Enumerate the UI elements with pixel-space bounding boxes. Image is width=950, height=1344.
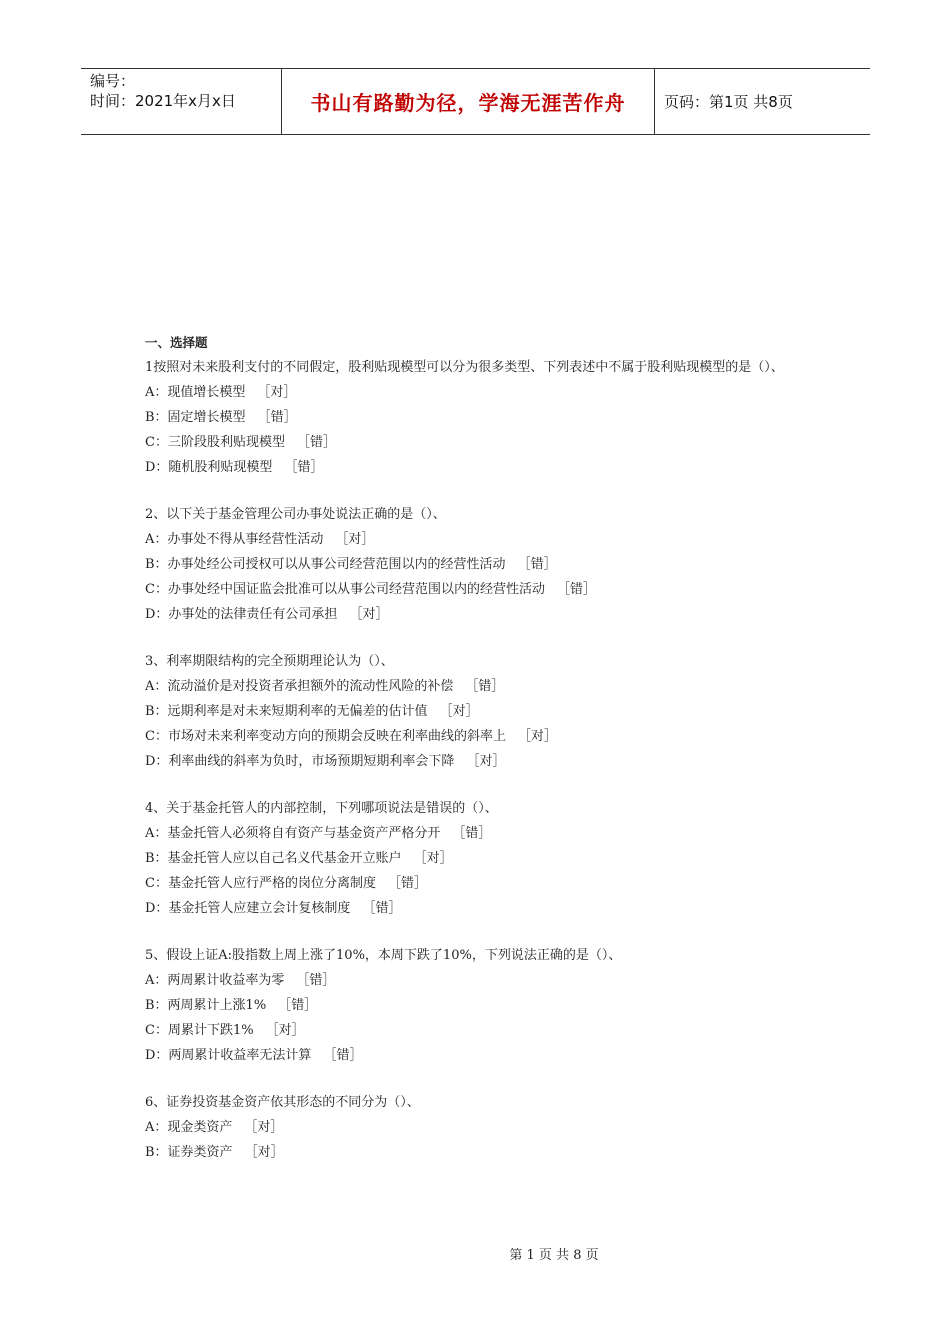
answer-mark: ［对］ [466,754,506,769]
answer-option-text: A：办事处不得从事经营性活动 [145,532,324,547]
answer-option-text: B：两周累计上涨1% [145,998,267,1013]
answer-option-text: A：现金类资产 [145,1120,233,1135]
question-item [145,796,815,921]
answer-mark: ［对］ [265,1023,305,1038]
question-text: 4、关于基金托管人的内部控制，下列哪项说法是错误的（）、 [145,801,498,816]
answer-mark: ［错］ [452,826,492,841]
answer-option-text: C：办事处经中国证监会批准可以从事公司经营范围以内的经营性活动 [145,582,545,597]
answer-option [145,552,815,577]
answer-option-text: D：基金托管人应建立会计复核制度 [145,901,351,916]
answer-option-text: A：基金托管人必须将自有资产与基金资产严格分开 [145,826,441,841]
answer-mark: ［错］ [517,557,557,572]
answer-option [145,1043,815,1068]
answer-option-text: A：两周累计收益率为零 [145,973,285,988]
question-item [145,943,815,1068]
answer-option [145,871,815,896]
answer-option-text: A：流动溢价是对投资者承担额外的流动性风险的补偿 [145,679,454,694]
question-item [145,355,815,480]
question-text: 1按照对未来股利支付的不同假定，股利贴现模型可以分为很多类型、下列表述中不属于股利贴现模型的是（）、 [145,360,784,375]
answer-mark: ［错］ [556,582,596,597]
answer-option [145,968,815,993]
answer-option [145,577,815,602]
question-text: 6、证券投资基金资产依其形态的不同分为（）、 [145,1095,420,1110]
answer-mark: ［对］ [439,704,479,719]
answer-option-text: C：市场对未来利率变动方向的预期会反映在利率曲线的斜率上 [145,729,506,744]
answer-option-text: B：远期利率是对未来短期利率的无偏差的估计值 [145,704,428,719]
answer-option [145,821,815,846]
answer-option [145,380,815,405]
answer-option [145,674,815,699]
document-time-label: 时间：2021年x月x日 [90,92,236,110]
answer-option [145,405,815,430]
answer-option [145,602,815,627]
answer-mark: ［错］ [296,973,336,988]
answer-option-text: A：现值增长模型 [145,385,246,400]
answer-mark: ［错］ [278,998,318,1013]
answer-option-text: D：两周累计收益率无法计算 [145,1048,312,1063]
answer-option [145,1140,815,1165]
answer-option-text: B：证券类资产 [145,1145,233,1160]
question-text: 5、假设上证A:股指数上周上涨了10%，本周下跌了10%，下列说法正确的是（）、 [145,948,622,963]
answer-mark: ［错］ [323,1048,363,1063]
answer-option [145,896,815,921]
question-item [145,649,815,774]
header-motto: 书山有路勤为径，学海无涯苦作舟 [282,69,655,134]
footer-page-number: 第 1 页 共 8 页 [509,1248,599,1263]
question-item [145,1090,815,1165]
question-text: 2、以下关于基金管理公司办事处说法正确的是（）、 [145,507,446,522]
answer-option-text: C：三阶段股利贴现模型 [145,435,285,450]
answer-option [145,527,815,552]
document-body [145,330,815,1187]
answer-option-text: D：利率曲线的斜率为负时，市场预期短期利率会下降 [145,754,455,769]
answer-mark: ［对］ [335,532,375,547]
answer-mark: ［错］ [284,460,324,475]
section-title: 一、选择题 [145,335,208,350]
answer-mark: ［错］ [465,679,505,694]
answer-option-text: D：办事处的法律责任有公司承担 [145,607,338,622]
page-footer [0,1244,950,1263]
page-header [81,68,870,135]
header-meta [81,69,282,134]
answer-mark: ［对］ [244,1145,284,1160]
answer-option-text: B：固定增长模型 [145,410,246,425]
answer-mark: ［错］ [296,435,336,450]
answer-option [145,455,815,480]
answer-option [145,724,815,749]
answer-option [145,846,815,871]
document-number-label: 编号： [90,72,136,90]
answer-mark: ［错］ [387,876,427,891]
answer-option [145,1018,815,1043]
answer-mark: ［对］ [257,385,297,400]
answer-mark: ［对］ [517,729,557,744]
question-text: 3、利率期限结构的完全预期理论认为（）、 [145,654,394,669]
answer-mark: ［对］ [349,607,389,622]
answer-option [145,749,815,774]
answer-option-text: C：周累计下跌1% [145,1023,254,1038]
answer-option [145,993,815,1018]
answer-mark: ［错］ [257,410,297,425]
answer-option-text: B：基金托管人应以自己名义代基金开立账户 [145,851,402,866]
answer-option [145,1115,815,1140]
answer-option [145,699,815,724]
answer-mark: ［错］ [362,901,402,916]
answer-option-text: B：办事处经公司授权可以从事公司经营范围以内的经营性活动 [145,557,506,572]
answer-mark: ［对］ [413,851,453,866]
answer-option-text: C：基金托管人应行严格的岗位分离制度 [145,876,376,891]
header-page-info: 页码：第1页 共8页 [664,93,793,111]
question-list [145,355,815,1165]
answer-option-text: D：随机股利贴现模型 [145,460,273,475]
answer-mark: ［对］ [244,1120,284,1135]
answer-option [145,430,815,455]
question-item [145,502,815,627]
